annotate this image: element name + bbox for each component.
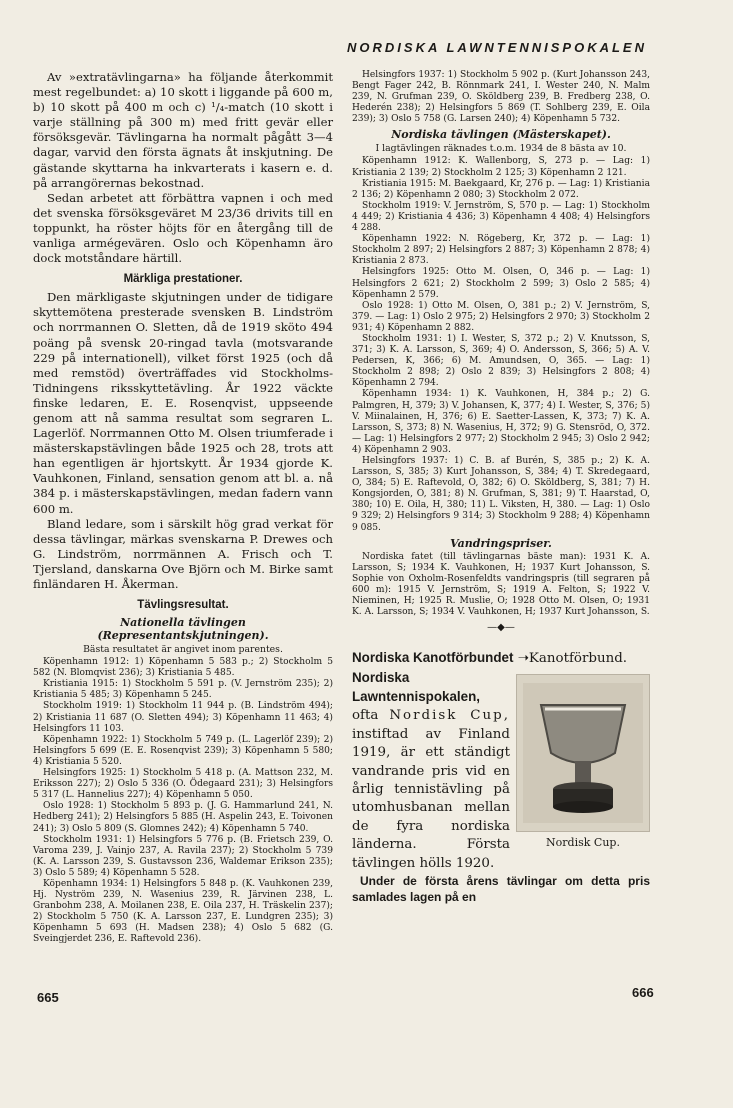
result-entry: Stockholm 1931: 1) Helsingfors 5 776 p. (B. Frietsch 239, O. Varoma 239, J. Vainjo 237, A. Ravila 237); 2) Stockholm 5 739 (K. A. Larsson 239, S. Gustavsson 236, Waldemar Erikson 235); 3) Oslo 5 589; 4) Köpenhamn 5 528.: [33, 834, 333, 878]
masters-note: I lagtävlingen räknades t.o.m. 1934 de 8 bästa av 10.: [375, 143, 627, 155]
weapons-paragraph: Sedan arbetet att förbättra vapnen i och med det svenska försöksgeväret M 23/36 drivits till en toppunkt, ha röster höjts för en återgång till de vanliga armégevären. Oslo och Köpenhamn äro dock motståndare härtill.: [33, 190, 333, 266]
right-column: [352, 70, 650, 905]
cup-photo: [516, 674, 650, 832]
entry-continuation: Under de första årens tävlingar om detta pris samlades lagen på en: [352, 874, 650, 905]
page-number-right: 666: [632, 985, 654, 1000]
cross-reference-link[interactable]: ➝Kanotförbund.: [513, 651, 628, 667]
separator-ornament: —◆—: [487, 622, 515, 634]
result-entry: Oslo 1928: 1) Stockholm 5 893 p. (J. G. Hammarlund 241, N. Hedberg 241); 2) Helsingfors 5 885 (H. Aspelin 243, E. Toivonen 241); 3) Oslo 5 809 (S. Glomnes 242); 4) Köpenhamn 5 740.: [33, 801, 333, 834]
masters-entry: Oslo 1928: 1) Otto M. Olsen, O, 381 p.; 2) V. Jernström, S, 379. — Lag: 1) Oslo 2 975; 2) Helsingfors 2 970; 3) Stockholm 2 931; 4) Köpenhamn 2 882.: [352, 300, 650, 333]
entry-text: instiftad av Finland 1919, är ett ständigt vandrande pris vid en årlig tennistävling på utomhusbanan mellan de fyra nordiska länderna. Första tävlingen hölls 1920.: [352, 726, 510, 871]
masters-entry: Köpenhamn 1922: N. Rögeberg, Kr, 372 p. — Lag: 1) Stockholm 2 897; 2) Helsingfors 2 887; 3) Köpenhamn 2 878; 4) Kristiania 2 873.: [352, 234, 650, 267]
result-entry: Helsingfors 1937: 1) Stockholm 5 902 p. (Kurt Johansson 243, Bengt Fager 242, B. Rönnmark 241, I. Wester 240, N. Malm 239, N. Grufman 239, O. Sköldberg 239, B. Fredberg 238, O. Hederén 238); 2) Helsingfors 5 869 (T. Sohlberg 239, E. Oila 239); 3) Oslo 5 758 (G. Larsen 240); 4) Köpenhamn 5 732.: [352, 70, 650, 125]
masters-entry: Köpenhamn 1912: K. Wallenborg, S, 273 p. — Lag: 1) Kristiania 2 139; 2) Stockholm 2 125; 3) Köpenhamn 2 121.: [352, 156, 650, 178]
masters-entry: Kristiania 1915: M. Baekgaard, Kr, 276 p. — Lag: 1) Kristiania 2 136; 2) Köpenhamn 2 080; 3) Stockholm 2 072.: [352, 178, 650, 200]
heading-results: Tävlingsresultat.: [137, 599, 229, 612]
performances-paragraph-1: Den märkligaste skjutningen under de tidigare skyttemötena presterade svensken B. Lindström och norrmannen O. Sletten, då de 1919 sköto 494 poäng på svensk 20-ringad tavla (motsvarande 229 på internationell), vilket först 1925 (och då med remstöd) överträffades vid Stockholms-Tidningens riksskyttetävling. År 1922 väckte finske ledaren, E. E. Rosenqvist, uppseende genom att nå samma resultat som segraren L. Lagerlöf. Norrmannen Otto M. Olsen triumferade i mästerskapstävlingen både 1925 och 28, trots att han egentligen är hjortskytt. År 1934 gjorde K. Vauhkonen, Finland, sensation genom att bl. a. nå 384 p. i mästerskapstävlingen, medan fadern vann 600 m.: [33, 290, 333, 516]
masters-entry: Stockholm 1919: V. Jernström, S, 570 p. — Lag: 1) Stockholm 4 449; 2) Kristiania 4 436; 3) Köpenhamn 4 408; 4) Helsingfors 4 288.: [352, 200, 650, 234]
subheading-trophies: Vandringspriser.: [450, 536, 552, 550]
entry-text: ofta: [352, 708, 390, 724]
masters-entry: Helsingfors 1937: 1) C. B. af Burén, S, 385 p.; 2) K. A. Larsson, S, 385; 3) Kurt Johansson, S, 384; 4) T. Skredegaard, O, 384; 5) E. Raftevold, O, 382; 6) O. Sköldberg, S, 381; 7) H. Kongsjorden, O, 381; 8) N. Grufman, S, 381; 9) T. Haarstad, O, 380; 10) E. Oila, H, 380; 11) L. Viksten, H, 380. — Lag: 1) Oslo 9 329; 2) Helsingfors 9 314; 3) Stockholm 9 288; 4) Köpenhamn 9 085.: [352, 456, 650, 533]
masters-entry: Köpenhamn 1934: 1) K. Vauhkonen, H, 384 p.; 2) G. Palmgren, H, 379; 3) V. Johansen, K, 377; 4) I. Wester, S, 376; 5) V. Miinalainen, H, 376; 6) E. Saetter-Lassen, K, 373; 7) K. A. Larsson, S, 373; 8) N. Wasenius, H, 372; 9) G. Stensröd, O, 372. — Lag: 1) Helsingfors 2 977; 2) Stockholm 2 945; 3) Oslo 2 942; 4) Köpenhamn 2 903.: [352, 389, 650, 455]
entry-alias: Nordisk Cup,: [389, 708, 510, 724]
entry-title-lawn: Nordiska Lawntennispokalen,: [352, 669, 480, 705]
heading-performances: Märkliga prestationer.: [123, 273, 243, 286]
subheading-masters: Nordiska tävlingen (Mästerskapet).: [391, 128, 611, 142]
left-column: [33, 70, 333, 946]
result-entry: Köpenhamn 1934: 1) Helsingfors 5 848 p. (K. Vauhkonen 239, Hj. Nyström 239, N. Wasenius 239, R. Järvinen 238, L. Granbohm 238, A. Moilanen 238, E. Oila 237, H. Träskelin 237); 2) Stockholm 5 750 (K. A. Larsson 237, E. Lundgren 235); 3) Köpenhamn 5 693 (H. Madsen 238); 4) Oslo 5 682 (G. Sveingjerdet 236, E. Raftevold 236).: [33, 878, 333, 945]
running-head: NORDISKA LAWNTENNISPOKALEN: [347, 40, 647, 55]
masters-entry: Stockholm 1931: 1) I. Wester, S, 372 p.; 2) V. Knutsson, S, 371; 3) K. A. Larsson, S, 369; 4) O. Andersson, S, 366; 5) A. V. Pedersen, K, 366; 6) M. Amundsen, O, 365. — Lag: 1) Stockholm 2 898; 2) Oslo 2 839; 3) Helsingfors 2 808; 4) Köpenhamn 2 794.: [352, 333, 650, 389]
subheading-national: Nationella tävlingen (Representantskjutningen).: [97, 616, 269, 643]
result-entry: Kristiania 1915: 1) Stockholm 5 591 p. (V. Jernström 235); 2) Kristiania 5 485; 3) Köpenhamn 5 245.: [33, 679, 333, 701]
figure-nordisk-cup: [516, 674, 650, 849]
trophies-paragraph: Nordiska fatet (till tävlingarnas bäste man): 1931 K. A. Larsson, S; 1934 K. Vauhkonen, H; 1937 Kurt Johansson, S. Sophie von Oxholm-Rosenfeldts vandringspris (till segraren på 600 m): 1915 V. Jernström, S; 1919 A. Felton, S; 1922 V. Nieminen, H; 1925 R. Muslie, O; 1928 Otto M. Olsen, O; 1931 K. A. Larsson, S; 1934 V. Vauhkonen, H; 1937 Kurt Johansson, S.: [352, 551, 650, 618]
masters-entry: Helsingfors 1925: Otto M. Olsen, O, 346 p. — Lag: 1) Helsingfors 2 621; 2) Stockholm 2 599; 3) Oslo 2 585; 4) Köpenhamn 2 579.: [352, 267, 650, 300]
page-number-left: 665: [37, 990, 59, 1005]
result-entry: Stockholm 1919: 1) Stockholm 11 944 p. (B. Lindström 494); 2) Kristiania 11 687 (O. Sletten 494); 3) Köpenhamn 11 463; 4) Helsingfors 11 103.: [33, 701, 333, 734]
entry-kanotforbundet: [352, 649, 650, 668]
figure-caption: Nordisk Cup.: [546, 835, 620, 849]
performances-paragraph-2: Bland ledare, som i särskilt hög grad verkat för dessa tävlingar, märkas svenskarna P. Drewes och G. Lindström, norrmännen A. Frisch och T. Tjersland, danskarna Ove Björn och M. Birke samt finländaren H. Åkerman.: [33, 516, 333, 591]
entry-title-kanot: Nordiska Kanotförbundet: [352, 650, 514, 666]
national-note: Bästa resultatet är angivet inom parentes.: [83, 644, 283, 656]
result-entry: Köpenhamn 1922: 1) Stockholm 5 749 p. (L. Lagerlöf 239); 2) Helsingfors 5 699 (E. E. Rosenqvist 239); 3) Köpenhamn 5 580; 4) Kristiania 5 520.: [33, 734, 333, 767]
trophy-icon: [523, 683, 643, 823]
result-entry: Helsingfors 1925: 1) Stockholm 5 418 p. (A. Mattson 232, M. Eriksson 227); 2) Oslo 5 336 (O. Ödegaard 231); 3) Helsingfors 5 317 (L. Hannelius 227); 4) Köpenhamn 5 050.: [33, 768, 333, 801]
intro-paragraph: Av »extratävlingarna» ha följande återkommit mest regelbundet: a) 10 skott i liggande på 600 m, b) 10 skott på 400 m och c) ¹/₄-match (10 skott i varje ställning på 300 m) med fritt gevär eller försöksgevär. Tävlingarna ha normalt pågått 3—4 dagar, varvid den första ägnats åt inskjutning. De gästande skyttarna ha inkvarterats i kasern e. d. på arrangörernas bekostnad.: [33, 70, 333, 190]
result-entry: Köpenhamn 1912: 1) Köpenhamn 5 583 p.; 2) Stockholm 5 582 (N. Blomqvist 236); 3) Kristiania 5 485.: [33, 657, 333, 679]
